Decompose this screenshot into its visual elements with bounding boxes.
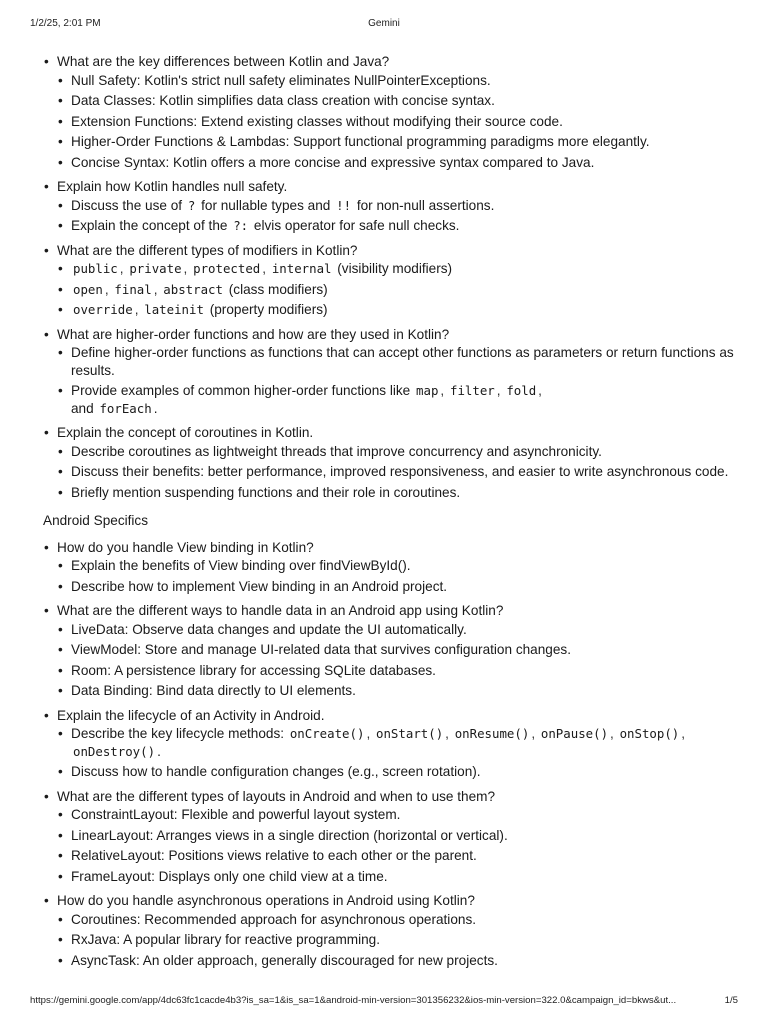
code-snippet: onResume() <box>454 726 530 741</box>
android-question-list <box>43 539 743 970</box>
answer-item: • Briefly mention suspending functions and their role in coroutines. <box>57 484 743 502</box>
code-snippet: onPause() <box>540 726 609 741</box>
answer-item: • open , final , abstract (class modifiers) <box>57 281 743 299</box>
answer-list <box>57 725 743 781</box>
document-content <box>43 53 743 976</box>
answer-item: • ConstraintLayout: Flexible and powerful layout system. <box>57 806 743 824</box>
question-item <box>43 424 743 501</box>
answer-item: • Describe the key lifecycle methods: onCreate() , onStart() , onResume() , onPause() , onStop() , onDestroy() . <box>57 725 743 760</box>
answer-item: • AsyncTask: An older approach, generally discouraged for new projects. <box>57 952 743 970</box>
question-text: Explain how Kotlin handles null safety. <box>57 179 288 194</box>
print-datetime: 1/2/25, 2:01 PM <box>30 18 101 29</box>
code-snippet: onStop() <box>619 726 680 741</box>
code-snippet: protected <box>193 261 261 276</box>
question-text: What are the key differences between Kotlin and Java? <box>57 54 390 69</box>
question-item <box>43 178 743 235</box>
page-number: 1/5 <box>724 995 738 1006</box>
text-segment: Describe the key lifecycle methods: <box>71 726 285 741</box>
answer-item: • Describe coroutines as lightweight threads that improve concurrency and asynchronicity. <box>57 443 743 461</box>
code-snippet: abstract <box>163 281 223 297</box>
answer-list <box>57 260 743 319</box>
code-snippet: onStart() <box>376 726 444 741</box>
code-snippet: onDestroy() <box>73 743 156 759</box>
code-snippet: map <box>416 383 439 398</box>
answer-item: • Higher-Order Functions & Lambdas: Support functional programming paradigms more elegantly. <box>57 133 743 151</box>
answer-item: • FrameLayout: Displays only one child view at a time. <box>57 868 743 886</box>
answer-item: • RelativeLayout: Positions views relative to each other or the parent. <box>57 847 743 865</box>
print-footer <box>0 993 768 1009</box>
question-text: What are the different types of modifiers in Kotlin? <box>57 242 358 258</box>
code-snippet: onCreate() <box>289 726 365 741</box>
question-item <box>43 326 743 418</box>
answer-list <box>57 197 743 235</box>
answer-item: • Explain the benefits of View binding over findViewById(). <box>57 557 743 575</box>
section-heading: Android Specifics <box>43 513 149 528</box>
code-snippet: forEach <box>99 400 152 416</box>
code-snippet: filter <box>449 383 495 398</box>
question-text: What are the different types of layouts in Android and when to use them? <box>57 788 496 804</box>
text-segment: for nullable types and <box>201 197 331 213</box>
answer-item: • Discuss how to handle configuration changes (e.g., screen rotation). <box>57 763 743 781</box>
code-snippet: ? <box>187 197 196 213</box>
code-snippet: override <box>73 302 133 317</box>
answer-list <box>57 911 743 970</box>
answer-item <box>57 197 743 215</box>
question-text: How do you handle View binding in Kotlin? <box>57 539 314 555</box>
code-snippet: ?: <box>233 218 249 233</box>
answer-list <box>57 557 743 595</box>
code-snippet: open <box>73 281 103 297</box>
answer-list <box>57 344 743 417</box>
answer-item: • override , lateinit (property modifiers) <box>57 301 743 319</box>
text-segment: Discuss the use of <box>71 197 183 213</box>
text-segment: . <box>157 743 161 759</box>
code-snippet: private <box>129 261 182 276</box>
question-item <box>43 242 743 319</box>
answer-item: • Describe how to implement View binding in an Android project. <box>57 578 743 596</box>
answer-item: • LinearLayout: Arranges views in a single direction (horizontal or vertical). <box>57 827 743 845</box>
answer-item: • Null Safety: Kotlin's strict null safety eliminates NullPointerExceptions. <box>57 72 743 90</box>
answer-item: • Room: A persistence library for accessing SQLite databases. <box>57 662 743 680</box>
answer-list <box>57 443 743 502</box>
code-snippet: public <box>73 261 118 276</box>
modifier-note: (class modifiers) <box>228 281 328 297</box>
modifier-note: (property modifiers) <box>209 302 328 317</box>
answer-item: • Data Binding: Bind data directly to UI elements. <box>57 682 743 700</box>
print-header <box>0 16 768 32</box>
question-text: Explain the lifecycle of an Activity in Android. <box>57 707 325 723</box>
text-segment: elvis operator for safe null checks. <box>253 218 460 233</box>
print-title: Gemini <box>368 18 400 29</box>
text-segment: Provide examples of common higher-order functions like <box>71 383 411 398</box>
answer-item: • Provide examples of common higher-order functions like map , filter , fold , and forEach . <box>57 382 743 417</box>
question-item <box>43 602 743 700</box>
modifier-note: (visibility modifiers) <box>337 261 453 276</box>
answer-item: • RxJava: A popular library for reactive programming. <box>57 931 743 949</box>
code-snippet: fold <box>506 383 537 398</box>
answer-item: • Coroutines: Recommended approach for asynchronous operations. <box>57 911 743 929</box>
question-item <box>43 707 743 781</box>
question-text: What are higher-order functions and how are they used in Kotlin? <box>57 326 450 342</box>
text-segment: for non-null assertions. <box>356 197 495 213</box>
answer-item <box>57 217 743 235</box>
text-segment: and <box>71 400 94 416</box>
answer-item: • Data Classes: Kotlin simplifies data class creation with concise syntax. <box>57 92 743 110</box>
answer-item: • Extension Functions: Extend existing classes without modifying their source code. <box>57 113 743 131</box>
answer-item: • LiveData: Observe data changes and update the UI automatically. <box>57 621 743 639</box>
question-text: Explain the concept of coroutines in Kotlin. <box>57 425 314 440</box>
question-text: What are the different ways to handle data in an Android app using Kotlin? <box>57 603 504 618</box>
page-url: https://gemini.google.com/app/4dc63fc1cacde4b3?is_sa=1&is_sa=1&android-min-version=301356232&ios-min-version=322.0&campaign_id=bkws&ut... <box>30 995 677 1006</box>
question-text: How do you handle asynchronous operations in Android using Kotlin? <box>57 893 475 908</box>
kotlin-question-list <box>43 53 743 501</box>
answer-item: • Define higher-order functions as functions that can accept other functions as parameters or return functions as results. <box>57 344 743 379</box>
answer-item: • Discuss their benefits: better performance, improved responsiveness, and easier to write asynchronous code. <box>57 463 743 481</box>
code-snippet: lateinit <box>144 302 204 317</box>
answer-list <box>57 806 743 885</box>
code-snippet: !! <box>336 197 352 213</box>
question-item <box>43 539 743 596</box>
question-item <box>43 53 743 171</box>
text-segment: . <box>153 400 158 416</box>
answer-item: • Concise Syntax: Kotlin offers a more concise and expressive syntax compared to Java. <box>57 154 743 172</box>
code-snippet: final <box>114 281 152 297</box>
text-segment: Explain the concept of the <box>71 218 228 233</box>
code-snippet: internal <box>271 261 332 276</box>
answer-item: • ViewModel: Store and manage UI-related data that survives configuration changes. <box>57 641 743 659</box>
question-item <box>43 892 743 969</box>
answer-list <box>57 72 743 172</box>
answer-list <box>57 621 743 700</box>
answer-item: • public , private , protected , internal (visibility modifiers) <box>57 260 743 278</box>
question-item <box>43 788 743 886</box>
